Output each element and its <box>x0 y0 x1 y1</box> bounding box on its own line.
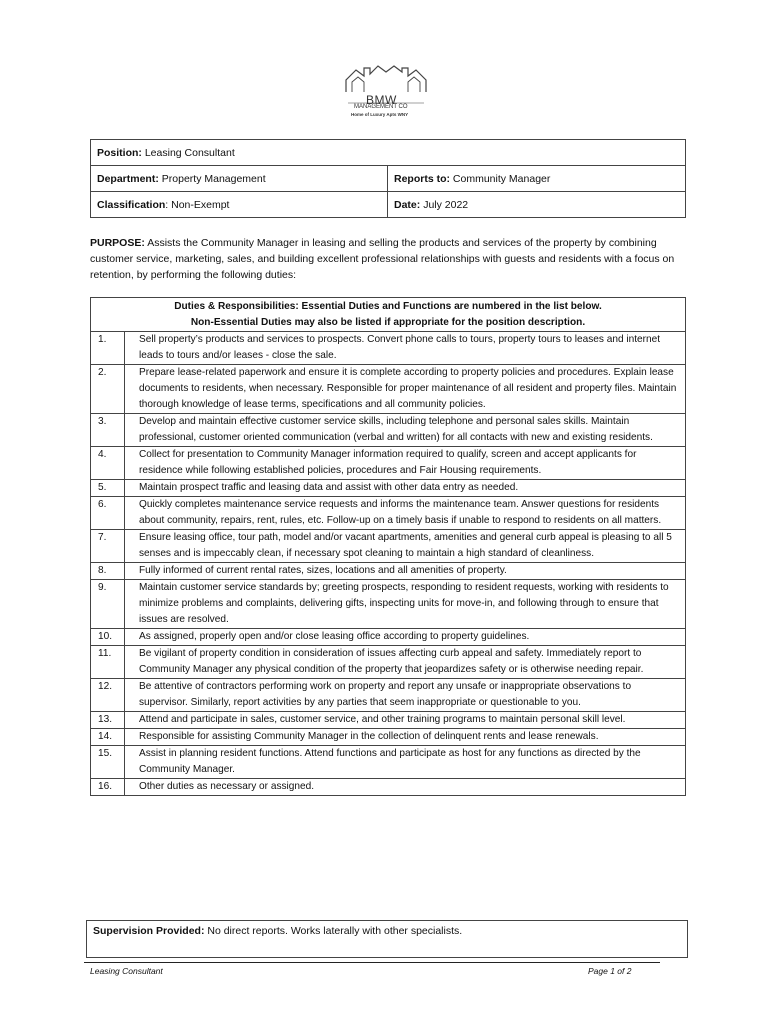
duty-text: Be attentive of contractors performing work on property and report any unsafe or inappropriate observations to supervisor. Similarly, report activities by any parties that seem inappropriate or questionable to you. <box>125 679 686 712</box>
duty-number: 5. <box>91 480 125 497</box>
duties-heading-line2: Non-Essential Duties may also be listed if appropriate for the position description. <box>190 317 586 328</box>
supervision-box <box>86 920 688 958</box>
logo-brand: BMW <box>366 93 397 107</box>
date-label: Date: <box>394 198 421 211</box>
duty-number: 2. <box>91 365 125 414</box>
duty-text: Ensure leasing office, tour path, model and/or vacant apartments, amenities and general curb appeal is pleasing to all 5 senses and is impeccably clean, if necessary spot cleaning to maintain a high standard of cleanliness. <box>125 530 686 563</box>
duties-heading-line1: Duties & Responsibilities: Essential Duties and Functions are numbered in the list below. <box>174 301 602 312</box>
duty-row <box>91 447 686 480</box>
reports-to-cell <box>388 166 686 192</box>
duty-number: 14. <box>91 729 125 746</box>
purpose-label: PURPOSE: <box>90 237 145 249</box>
position-value: Leasing Consultant <box>144 146 235 159</box>
logo-subtitle: MANAGEMENT CO <box>354 104 408 110</box>
duty-row <box>91 679 686 712</box>
duty-row <box>91 332 686 365</box>
duty-number: 13. <box>91 712 125 729</box>
duty-row <box>91 746 686 779</box>
duty-number: 16. <box>91 779 125 796</box>
classification-value: : Non-Exempt <box>165 198 230 211</box>
classification-cell <box>91 192 388 218</box>
footer-divider <box>84 962 660 963</box>
position-cell <box>91 140 686 166</box>
date-cell <box>388 192 686 218</box>
duty-number: 9. <box>91 580 125 629</box>
reports-to-label: Reports to: <box>394 172 450 185</box>
duty-number: 11. <box>91 646 125 679</box>
department-label: Department: <box>97 172 159 185</box>
duty-row <box>91 580 686 629</box>
duty-text: Sell property’s products and services to prospects. Convert phone calls to tours, property tours to leases and internet leads to tours and/or leases - close the sale. <box>125 332 686 365</box>
duty-row <box>91 365 686 414</box>
duty-text: Prepare lease-related paperwork and ensure it is complete according to property policies and procedures. Explain lease documents to residents, when necessary. Responsible for proper maintenance of all resident and property files. Maintain thorough knowledge of lease terms, specifications and all community policies. <box>125 365 686 414</box>
department-cell <box>91 166 388 192</box>
reports-to-value: Community Manager <box>452 172 551 185</box>
position-header-table <box>90 139 686 218</box>
duty-number: 7. <box>91 530 125 563</box>
duty-row <box>91 497 686 530</box>
duty-row <box>91 530 686 563</box>
supervision-label: Supervision Provided: <box>93 925 205 937</box>
footer-page-number: Page 1 of 2 <box>588 966 632 976</box>
duty-number: 1. <box>91 332 125 365</box>
duty-row <box>91 629 686 646</box>
footer-title: Leasing Consultant <box>90 966 163 976</box>
duty-number: 6. <box>91 497 125 530</box>
duty-number: 15. <box>91 746 125 779</box>
duty-text: Responsible for assisting Community Manager in the collection of delinquent rents and lease renewals. <box>125 729 686 746</box>
duty-text: Attend and participate in sales, customer service, and other training programs to maintain personal skill level. <box>125 712 686 729</box>
duty-row <box>91 563 686 580</box>
duty-text: Maintain prospect traffic and leasing data and assist with other data entry as needed. <box>125 480 686 497</box>
duty-text: Maintain customer service standards by; greeting prospects, responding to resident requests, working with residents to minimize problems and complaints, delivering gifts, inspecting units for move-in, and following through to ensure that issues are resolved. <box>125 580 686 629</box>
duty-text: Fully informed of current rental rates, sizes, locations and all amenities of property. <box>125 563 686 580</box>
duty-number: 10. <box>91 629 125 646</box>
duty-row <box>91 414 686 447</box>
duty-text: Be vigilant of property condition in consideration of issues affecting curb appeal and safety. Immediately report to Community Manager any physical condition of the property that jeopardizes safety or is otherwise needing repair. <box>125 646 686 679</box>
duty-number: 4. <box>91 447 125 480</box>
duties-heading <box>91 298 686 332</box>
duty-number: 12. <box>91 679 125 712</box>
date-value: July 2022 <box>423 198 469 211</box>
purpose-paragraph <box>90 235 686 283</box>
duty-text: Assist in planning resident functions. Attend functions and participate as host for any functions as directed by the Community Manager. <box>125 746 686 779</box>
position-label: Position: <box>97 146 142 159</box>
duty-row <box>91 646 686 679</box>
duty-text: Develop and maintain effective customer service skills, including telephone and personal sales skills. Maintain professional, customer oriented communication (verbal and written) for all contacts with new and existing residents. <box>125 414 686 447</box>
duty-text: As assigned, properly open and/or close leasing office according to property guidelines. <box>125 629 686 646</box>
duty-text: Collect for presentation to Community Manager information required to qualify, screen and accept applicants for residence while following established policies, procedures and Fair Housing requirements. <box>125 447 686 480</box>
purpose-text: Assists the Community Manager in leasing and selling the products and services of the property by combining customer service, marketing, sales, and building excellent professional relationships with guests and residents with a focus on retention, by performing the following duties: <box>90 237 675 281</box>
duty-number: 3. <box>91 414 125 447</box>
supervision-text: No direct reports. Works laterally with other specialists. <box>207 925 463 937</box>
logo-tagline: Home of Luxury Apts WNY <box>351 112 409 117</box>
classification-label: Classification <box>97 198 166 211</box>
duty-row <box>91 480 686 497</box>
duty-text: Other duties as necessary or assigned. <box>125 779 686 796</box>
duty-row <box>91 729 686 746</box>
duty-row <box>91 779 686 796</box>
duties-table <box>90 297 686 796</box>
company-logo <box>340 62 432 126</box>
department-value: Property Management <box>161 172 266 185</box>
duty-row <box>91 712 686 729</box>
duty-text: Quickly completes maintenance service requests and informs the maintenance team. Answer questions for residents about community, repairs, rent, rules, etc. Follow-up on a timely basis if unable to respond to residents on all matters. <box>125 497 686 530</box>
duty-number: 8. <box>91 563 125 580</box>
